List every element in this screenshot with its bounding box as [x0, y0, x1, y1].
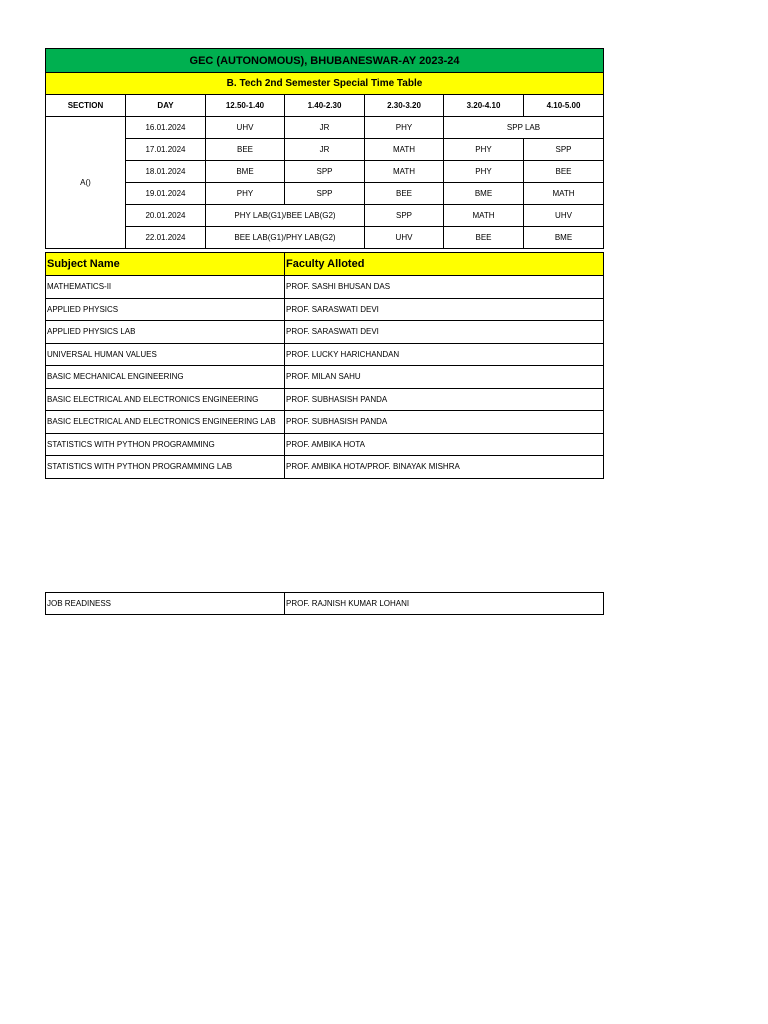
- timetable-row: [46, 183, 604, 205]
- slot-cell: MATH: [365, 139, 444, 161]
- faculty-cell: PROF. SUBHASISH PANDA: [285, 388, 604, 411]
- subject-cell: STATISTICS WITH PYTHON PROGRAMMING LAB: [46, 456, 285, 479]
- table-row: [46, 298, 604, 321]
- slot-cell: SPP: [524, 139, 604, 161]
- faculty-cell: PROF. LUCKY HARICHANDAN: [285, 343, 604, 366]
- timetable-row: [46, 205, 604, 227]
- slot-cell: SPP: [365, 205, 444, 227]
- slot-cell: MATH: [444, 205, 524, 227]
- header-slot-4: 3.20-4.10: [444, 95, 524, 117]
- faculty-cell: PROF. SARASWATI DEVI: [285, 298, 604, 321]
- subject-faculty-table: [45, 252, 604, 479]
- slot-cell: SPP: [285, 183, 365, 205]
- faculty-cell: PROF. SUBHASISH PANDA: [285, 411, 604, 434]
- header-day: DAY: [126, 95, 206, 117]
- extra-subject-table: [45, 592, 604, 615]
- subject-cell: BASIC ELECTRICAL AND ELECTRONICS ENGINEERING LAB: [46, 411, 285, 434]
- subject-cell: BASIC MECHANICAL ENGINEERING: [46, 366, 285, 389]
- header-slot-3: 2.30-3.20: [365, 95, 444, 117]
- subject-cell: UNIVERSAL HUMAN VALUES: [46, 343, 285, 366]
- subject-header-row: [46, 253, 604, 276]
- slot-cell: BME: [524, 227, 604, 249]
- faculty-cell: PROF. AMBIKA HOTA/PROF. BINAYAK MISHRA: [285, 456, 604, 479]
- slot-cell: JR: [285, 139, 365, 161]
- table-row: [46, 388, 604, 411]
- faculty-cell: PROF. RAJNISH KUMAR LOHANI: [285, 593, 604, 615]
- slot-cell: BME: [206, 161, 285, 183]
- table-row: [46, 593, 604, 615]
- slot-cell: SPP: [285, 161, 365, 183]
- table-row: [46, 321, 604, 344]
- timetable-row: [46, 161, 604, 183]
- header-slot-1: 12.50-1.40: [206, 95, 285, 117]
- table-row: [46, 276, 604, 299]
- slot-cell: BEE: [444, 227, 524, 249]
- slot-cell-merged: BEE LAB(G1)/PHY LAB(G2): [206, 227, 365, 249]
- slot-cell: BEE: [524, 161, 604, 183]
- faculty-cell: PROF. MILAN SAHU: [285, 366, 604, 389]
- timetable-row: [46, 139, 604, 161]
- subject-cell: BASIC ELECTRICAL AND ELECTRONICS ENGINEERING: [46, 388, 285, 411]
- header-slot-5: 4.10-5.00: [524, 95, 604, 117]
- slot-cell-merged: PHY LAB(G1)/BEE LAB(G2): [206, 205, 365, 227]
- timetable-row: [46, 117, 604, 139]
- page-subtitle: B. Tech 2nd Semester Special Time Table: [46, 73, 604, 95]
- slot-cell: UHV: [365, 227, 444, 249]
- day-cell: 17.01.2024: [126, 139, 206, 161]
- faculty-cell: PROF. SARASWATI DEVI: [285, 321, 604, 344]
- slot-cell: BEE: [206, 139, 285, 161]
- day-cell: 19.01.2024: [126, 183, 206, 205]
- slot-cell: MATH: [524, 183, 604, 205]
- faculty-cell: PROF. AMBIKA HOTA: [285, 433, 604, 456]
- slot-cell: UHV: [524, 205, 604, 227]
- day-cell: 18.01.2024: [126, 161, 206, 183]
- subject-cell: APPLIED PHYSICS: [46, 298, 285, 321]
- timetable: [45, 48, 604, 249]
- subject-cell: MATHEMATICS-II: [46, 276, 285, 299]
- section-cell: A(): [46, 117, 126, 249]
- slot-cell: UHV: [206, 117, 285, 139]
- header-slot-2: 1.40-2.30: [285, 95, 365, 117]
- table-row: [46, 433, 604, 456]
- day-cell: 22.01.2024: [126, 227, 206, 249]
- slot-cell: BEE: [365, 183, 444, 205]
- table-row: [46, 456, 604, 479]
- subject-cell: APPLIED PHYSICS LAB: [46, 321, 285, 344]
- table-row: [46, 411, 604, 434]
- table-row: [46, 343, 604, 366]
- slot-cell: PHY: [206, 183, 285, 205]
- slot-cell-merged: SPP LAB: [444, 117, 604, 139]
- timetable-row: [46, 227, 604, 249]
- day-cell: 20.01.2024: [126, 205, 206, 227]
- subject-cell: STATISTICS WITH PYTHON PROGRAMMING: [46, 433, 285, 456]
- slot-cell: BME: [444, 183, 524, 205]
- day-cell: 16.01.2024: [126, 117, 206, 139]
- slot-cell: PHY: [444, 161, 524, 183]
- slot-cell: MATH: [365, 161, 444, 183]
- header-subject-name: Subject Name: [46, 253, 285, 276]
- faculty-cell: PROF. SASHI BHUSAN DAS: [285, 276, 604, 299]
- header-faculty: Faculty Alloted: [285, 253, 604, 276]
- slot-cell: JR: [285, 117, 365, 139]
- slot-cell: PHY: [444, 139, 524, 161]
- page-title: GEC (AUTONOMOUS), BHUBANESWAR-AY 2023-24: [46, 49, 604, 73]
- slot-cell: PHY: [365, 117, 444, 139]
- table-row: [46, 366, 604, 389]
- subject-cell: JOB READINESS: [46, 593, 285, 615]
- timetable-header-row: [46, 95, 604, 117]
- header-section: SECTION: [46, 95, 126, 117]
